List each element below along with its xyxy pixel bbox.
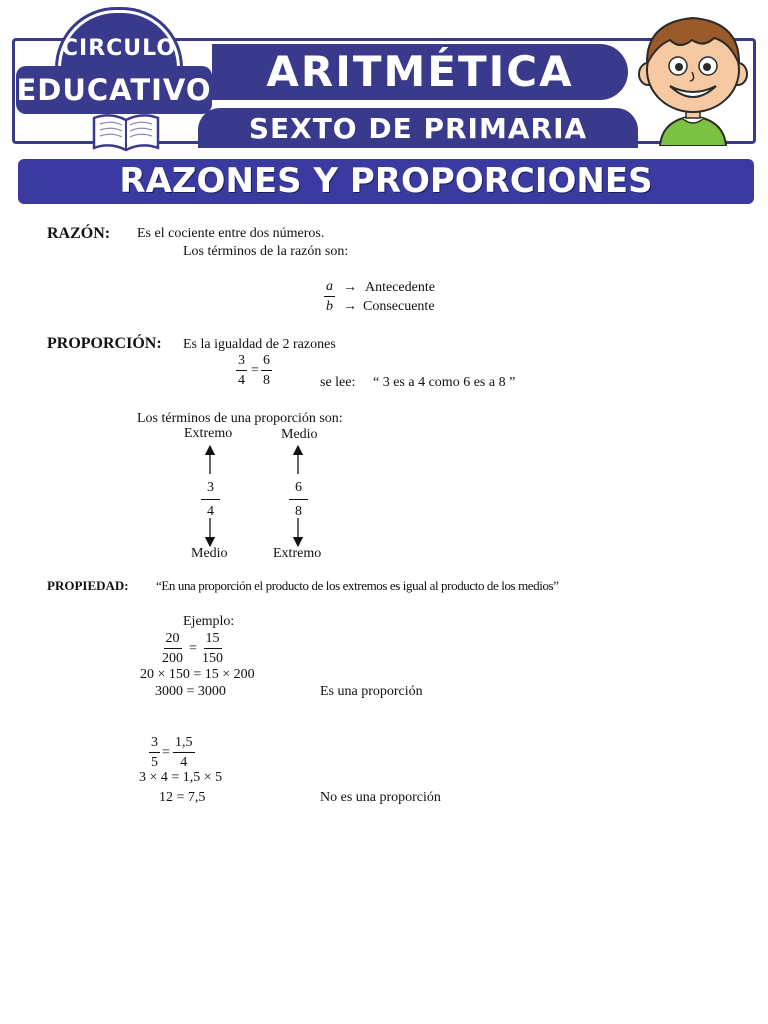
propiedad-text: “En una proporción el producto de los extremos es igual al producto de los medios” <box>156 578 559 593</box>
fraction-denominator: 8 <box>295 504 302 519</box>
logo-line1: CIRCULO <box>61 36 177 61</box>
fraction-denominator: 150 <box>202 651 223 666</box>
label-extremo-top: Extremo <box>184 426 233 441</box>
equals-sign: = <box>162 745 170 760</box>
logo-badge <box>16 10 212 140</box>
ex2-fraction-2 <box>173 736 195 770</box>
ex2-verdict: No es una proporción <box>320 790 441 805</box>
reads-text: “ 3 es a 4 como 6 es a 8 ” <box>373 375 516 390</box>
diagram-fraction-1 <box>201 481 220 519</box>
example-label: Ejemplo: <box>183 614 235 629</box>
open-book-icon <box>90 110 162 152</box>
diagram-fraction-2 <box>289 481 308 519</box>
razon-arrow-top: → <box>343 280 357 295</box>
fraction-numerator: 3 <box>201 481 220 500</box>
reads-label: se lee: <box>320 375 356 390</box>
topic-banner: RAZONES Y PROPORCIONES <box>18 159 754 204</box>
ex1-verdict: Es una proporción <box>320 684 423 699</box>
fraction-numerator: 3 <box>149 736 160 753</box>
fraction-numerator: 6 <box>261 354 272 371</box>
fraction-numerator: 20 <box>164 632 182 649</box>
proporcion-definition: Es la igualdad de 2 razones <box>183 337 336 352</box>
proporcion-label: PROPORCIÓN: <box>47 335 162 352</box>
ex1-product: 20 × 150 = 15 × 200 <box>140 667 255 682</box>
ex2-result: 12 = 7,5 <box>159 790 206 805</box>
ex2-fraction-1 <box>149 736 160 770</box>
label-medio-bottom: Medio <box>191 546 228 561</box>
razon-definition: Es el cociente entre dos números. <box>137 226 325 241</box>
proporcion-terms-intro: Los términos de una proporción son: <box>137 411 343 426</box>
fraction-numerator: 1,5 <box>173 736 195 753</box>
fraction-denominator: 4 <box>238 373 245 388</box>
ex1-fraction-1 <box>160 632 185 666</box>
ex1-fraction-2 <box>200 632 225 666</box>
razon-terms-intro: Los términos de la razón son: <box>183 244 349 259</box>
ex1-result: 3000 = 3000 <box>155 684 226 699</box>
fraction-denominator: 5 <box>151 755 158 770</box>
fraction-denominator: 8 <box>263 373 270 388</box>
razon-fraction <box>324 280 335 314</box>
razon-numerator: a <box>324 280 335 297</box>
grade-subtitle: SEXTO DE PRIMARIA <box>198 108 638 148</box>
boy-mascot-icon <box>634 8 752 146</box>
razon-label: RAZÓN: <box>47 225 111 242</box>
fraction-denominator: 200 <box>162 651 183 666</box>
proporcion-fraction-2 <box>261 354 272 388</box>
fraction-denominator: 4 <box>180 755 188 770</box>
fraction-numerator: 3 <box>236 354 247 371</box>
razon-antecedent: Antecedente <box>365 280 435 295</box>
propiedad-label: PROPIEDAD: <box>47 578 129 593</box>
razon-denominator: b <box>326 299 333 314</box>
label-extremo-bottom: Extremo <box>273 546 322 561</box>
fraction-denominator: 4 <box>207 504 214 519</box>
razon-consequent: Consecuente <box>363 299 435 314</box>
equals-sign: = <box>251 363 259 378</box>
label-medio-top: Medio <box>281 427 318 442</box>
subject-title: ARITMÉTICA <box>212 44 628 100</box>
razon-arrow-bottom: → <box>343 299 357 314</box>
fraction-numerator: 15 <box>204 632 222 649</box>
proporcion-fraction-1 <box>236 354 247 388</box>
fraction-numerator: 6 <box>289 481 308 500</box>
equals-sign: = <box>189 641 197 656</box>
ex2-product: 3 × 4 = 1,5 × 5 <box>139 770 223 785</box>
logo-line2: EDUCATIVO <box>16 66 212 114</box>
